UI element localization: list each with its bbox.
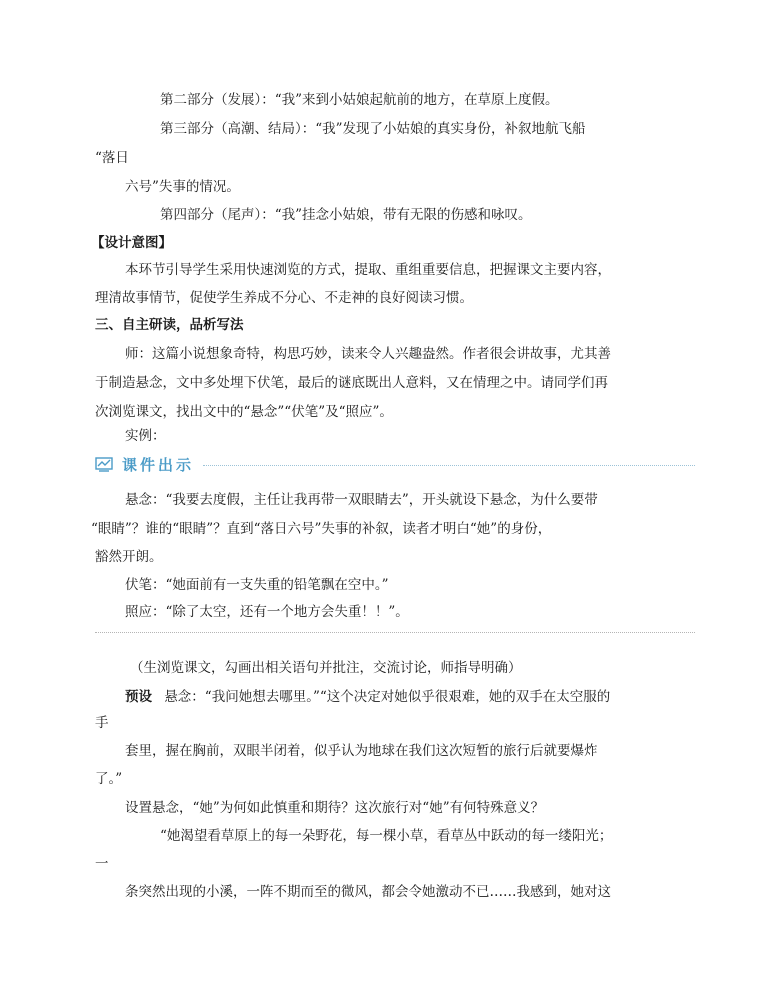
preset-text-3: 了。” [95, 771, 123, 787]
teacher-text-2: 于制造悬念，文中多处埋下伏笔，最后的谜底既出人意料，又在情理之中。请同学们再 [95, 375, 608, 391]
quote-text-2: 条突然出现的小溪，一阵不期而至的微风，都会令她激动不已……我感到，她对这 [125, 884, 611, 900]
suspense-text-3: 豁然开朗。 [95, 549, 163, 565]
section-separator [95, 632, 695, 633]
preset-text-cont: 手 [95, 715, 109, 731]
courseware-icon [95, 456, 115, 472]
quote-text-cont: 一 [95, 856, 109, 872]
teacher-text-1: 师：这篇小说想象奇特，构思巧妙，读来令人兴趣盎然。作者很会讲故事，尤其善 [125, 346, 611, 362]
courseware-title: 课件出示 [122, 456, 195, 474]
outline-part-three-cont: “落日 [95, 150, 129, 166]
design-intent-text-2: 理清故事情节，促使学生养成不分心、不走神的良好阅读习惯。 [95, 290, 473, 306]
outline-part-two: 第二部分（发展）：“我”来到小姑娘起航前的地方，在草原上度假。 [160, 92, 559, 108]
foreshadow-text: 伏笔：“她面前有一支失重的铅笔飘在空中。” [125, 577, 389, 593]
design-intent-heading: 【设计意图】 [91, 235, 172, 251]
student-activity-text: （生浏览课文，勾画出相关语句并批注，交流讨论，师指导明确） [130, 660, 522, 676]
section-three-heading: 三、自主研读，品析写法 [95, 317, 244, 333]
courseware-banner [95, 454, 695, 476]
design-intent-text-1: 本环节引导学生采用快速浏览的方式，提取、重组重要信息，把握课文主要内容， [125, 262, 611, 278]
outline-part-four: 第四部分（尾声）：“我”挂念小姑娘，带有无限的伤感和咏叹。 [160, 207, 532, 223]
echo-text: 照应：“除了太空，还有一个地方会失重！！”。 [125, 604, 409, 620]
preset-line [125, 687, 610, 707]
example-label: 实例： [125, 428, 166, 444]
suspense-analysis: 设置悬念，“她”为何如此慎重和期待？这次旅行对“她”有何特殊意义？ [125, 800, 545, 816]
preset-text: 悬念：“我问她想去哪里。”“这个决定对她似乎很艰难，她的双手在太空服的 [164, 689, 611, 705]
preset-text-2: 套里，握在胸前，双眼半闭着，似乎认为地球在我们这次短暂的旅行后就要爆炸 [125, 743, 598, 759]
quote-text-1: “她渴望看草原上的每一朵野花，每一棵小草，看草丛中跃动的每一缕阳光； [160, 828, 613, 844]
outline-part-three-cont2: 六号”失事的情况。 [125, 179, 240, 195]
teacher-text-3: 次浏览课文，找出文中的“悬念”“伏笔”及“照应”。 [95, 404, 393, 420]
suspense-text-2: “眼睛”？谁的“眼睛”？直到“落日六号”失事的补叙，读者才明白“她”的身份， [91, 521, 552, 537]
banner-divider [203, 465, 695, 466]
preset-label: 预设 [125, 689, 152, 705]
outline-part-three: 第三部分（高潮、结局）：“我”发现了小姑娘的真实身份，补叙地航飞船 [160, 121, 586, 137]
suspense-text-1: 悬念：“我要去度假，主任让我再带一双眼睛去”，开头就设下悬念，为什么要带 [125, 492, 598, 508]
